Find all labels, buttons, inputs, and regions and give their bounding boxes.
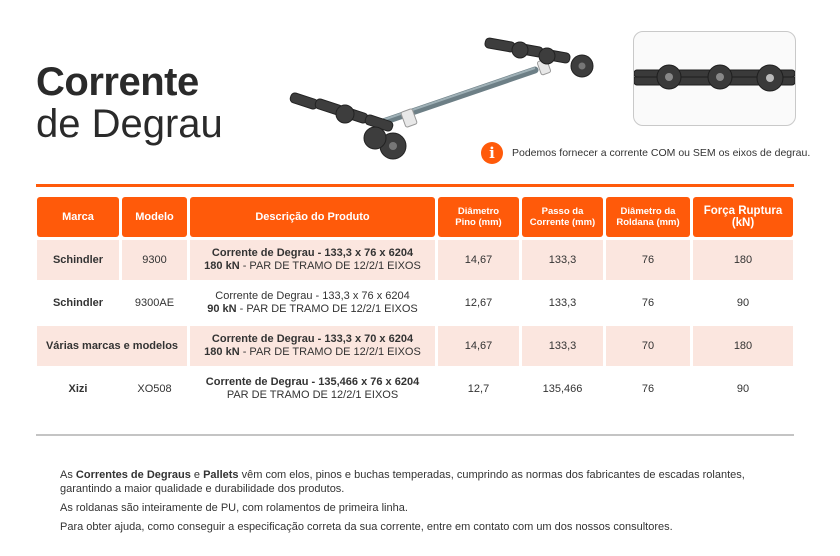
chain-detail-image [633, 31, 796, 126]
footer-text: As [60, 469, 76, 481]
cell-descricao [190, 283, 435, 323]
cell-pino: 12,67 [464, 297, 493, 309]
cell-marca: Xizi [68, 383, 88, 395]
desc-line2: - PAR DE TRAMO DE 12/2/1 EIXOS [239, 260, 421, 272]
desc-line2: - PAR DE TRAMO DE 12/2/1 EIXOS [239, 346, 421, 358]
header-diametro-pino: Diâmetro Pino (mm) [455, 206, 502, 228]
col-diametro-roldana [606, 197, 690, 237]
cell-roldana: 70 [606, 326, 690, 366]
cell-roldana: 76 [641, 297, 655, 309]
cell-passo: 133,3 [522, 326, 603, 366]
cell-pino: 12,7 [467, 383, 490, 395]
cell-roldana: 76 [641, 383, 655, 395]
col-modelo: Modelo [122, 197, 187, 237]
page-title-line2: de Degrau [36, 102, 223, 146]
footer-bold-correntes: Correntes de Degraus [75, 469, 191, 481]
header-forca-ruptura: Força Ruptura (kN) [703, 205, 783, 229]
cell-modelo: 9300 [122, 240, 187, 280]
footer-paragraph-2: As roldanas são inteiramente de PU, com rolamentos de primeira linha. [60, 502, 408, 514]
divider-bottom [36, 434, 794, 436]
cell-modelo: XO508 [137, 383, 172, 395]
header-passo-corrente: Passo da Corrente (mm) [529, 206, 596, 228]
desc-line1: Corrente de Degrau - 133,3 x 76 x 6204 [215, 290, 410, 302]
col-marca: Marca [37, 197, 119, 237]
desc-force: 90 kN [207, 303, 237, 315]
step-chain-image [285, 30, 605, 160]
cell-marca: Várias marcas e modelos [37, 326, 187, 366]
cell-descricao [190, 240, 435, 280]
desc-line1: Corrente de Degrau - 133,3 x 70 x 6204 [211, 333, 414, 345]
cell-forca: 180 [693, 326, 793, 366]
desc-line1: Corrente de Degrau - 133,3 x 76 x 6204 [211, 247, 414, 259]
col-forca-ruptura [693, 197, 793, 237]
footer-text: vêm com elos, pinos e buchas temperadas, cumprindo as normas dos fabricantes de escadas rolantes, garantindo a maior qualidade e durabilidade dos produtos. [60, 469, 745, 495]
cell-passo: 133,3 [522, 240, 603, 280]
desc-line1: Corrente de Degrau - 135,466 x 76 x 6204 [205, 376, 420, 388]
cell-pino: 14,67 [438, 240, 519, 280]
col-diametro-pino [438, 197, 519, 237]
footer-bold-pallets: Pallets [203, 469, 239, 481]
cell-forca: 180 [693, 240, 793, 280]
cell-modelo: 9300AE [134, 297, 175, 309]
cell-marca: Schindler [37, 240, 119, 280]
table-row [37, 326, 793, 366]
cell-forca: 90 [736, 383, 750, 395]
desc-line2: - PAR DE TRAMO DE 12/2/1 EIXOS [236, 303, 418, 315]
footer-paragraph-1 [60, 468, 780, 496]
desc-force: 180 kN [204, 346, 240, 358]
info-note [481, 142, 810, 164]
info-text: Podemos fornecer a corrente COM ou SEM os eixos de degrau. [512, 147, 811, 159]
footer-notes [60, 468, 780, 539]
cell-forca: 90 [736, 297, 750, 309]
table-row [37, 240, 793, 280]
product-table [34, 194, 796, 412]
cell-pino: 14,67 [438, 326, 519, 366]
table-row [37, 283, 793, 323]
footer-paragraph-3: Para obter ajuda, como conseguir a especificação correta da sua corrente, entre em contato com um dos nossos consultores. [60, 521, 673, 533]
cell-descricao [190, 326, 435, 366]
header-diametro-roldana: Diâmetro da Roldana (mm) [616, 206, 680, 228]
cell-passo: 133,3 [548, 297, 577, 309]
desc-line2: PAR DE TRAMO DE 12/2/1 EIXOS [226, 389, 399, 401]
page-title-line1: Corrente [36, 60, 199, 104]
desc-force: 180 kN [204, 260, 240, 272]
footer-text: e [190, 469, 204, 481]
table-header [37, 197, 793, 237]
col-descricao: Descrição do Produto [190, 197, 435, 237]
cell-passo: 135,466 [542, 383, 583, 395]
cell-roldana: 76 [606, 240, 690, 280]
cell-marca: Schindler [52, 297, 104, 309]
divider [36, 184, 794, 187]
col-passo-corrente [522, 197, 603, 237]
cell-descricao [190, 369, 435, 409]
info-icon: i [481, 142, 503, 164]
table-row [37, 369, 793, 409]
